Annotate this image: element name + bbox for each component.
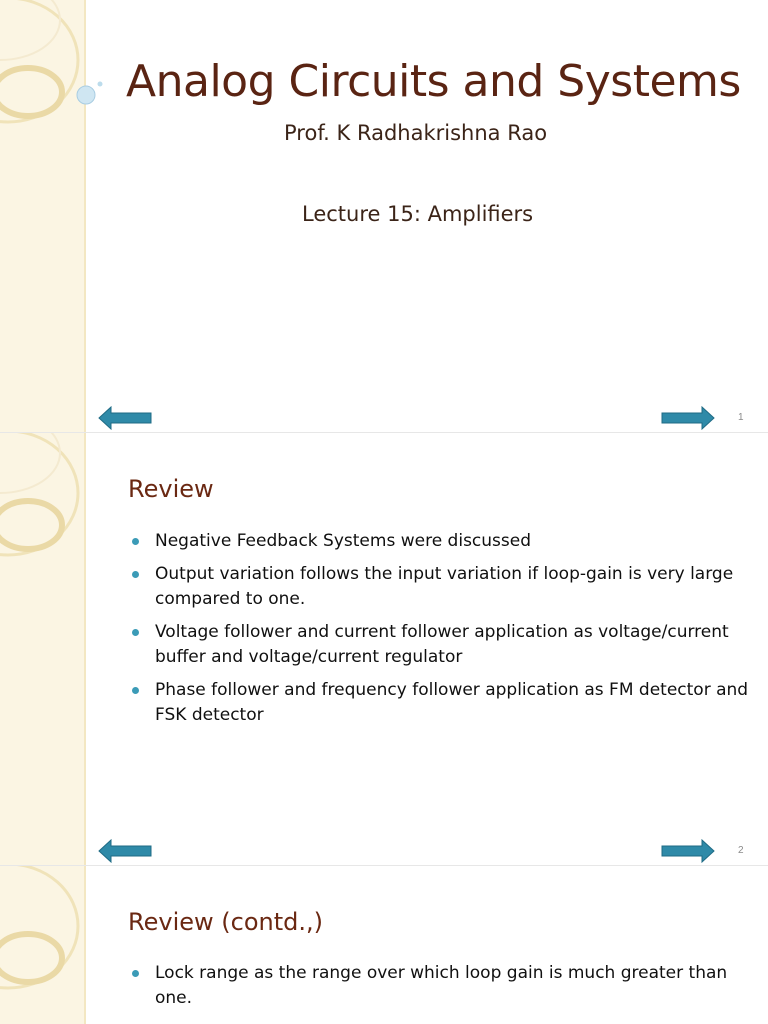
slide-heading: Review (contd.,) <box>128 908 323 936</box>
slide-2 <box>0 433 768 865</box>
slide-heading: Review <box>128 475 214 503</box>
right-arrow-icon[interactable] <box>661 406 715 430</box>
decorative-rings-icon <box>0 0 120 180</box>
bullet-icon <box>132 571 139 578</box>
right-arrow-icon[interactable] <box>661 839 715 863</box>
slide-number: 1 <box>738 412 744 423</box>
lecture-title: Lecture 15: Amplifiers <box>302 202 534 226</box>
bullet-icon <box>132 687 139 694</box>
list-item: Negative Feedback Systems were discussed <box>130 529 750 554</box>
presenter-name: Prof. K Radhakrishna Rao <box>284 121 548 145</box>
decorative-rings-icon <box>0 866 120 1024</box>
bullet-icon <box>132 629 139 636</box>
bullet-icon <box>132 538 139 545</box>
presentation-title: Analog Circuits and Systems <box>126 56 741 107</box>
bullet-list <box>130 529 750 736</box>
bullet-list <box>130 961 750 1019</box>
list-item: Lock range as the range over which loop gain is much greater than one. <box>130 961 750 1011</box>
bullet-icon <box>132 970 139 977</box>
decorative-rings-icon <box>0 433 120 613</box>
slide-3 <box>0 866 768 1024</box>
slide-1 <box>0 0 768 432</box>
left-arrow-icon[interactable] <box>98 406 152 430</box>
list-item: Phase follower and frequency follower application as FM detector and FSK detector <box>130 678 750 728</box>
list-item: Output variation follows the input variation if loop-gain is very large compared to one. <box>130 562 750 612</box>
list-item: Voltage follower and current follower application as voltage/current buffer and voltage/current regulator <box>130 620 750 670</box>
slide-number: 2 <box>738 845 744 856</box>
left-arrow-icon[interactable] <box>98 839 152 863</box>
